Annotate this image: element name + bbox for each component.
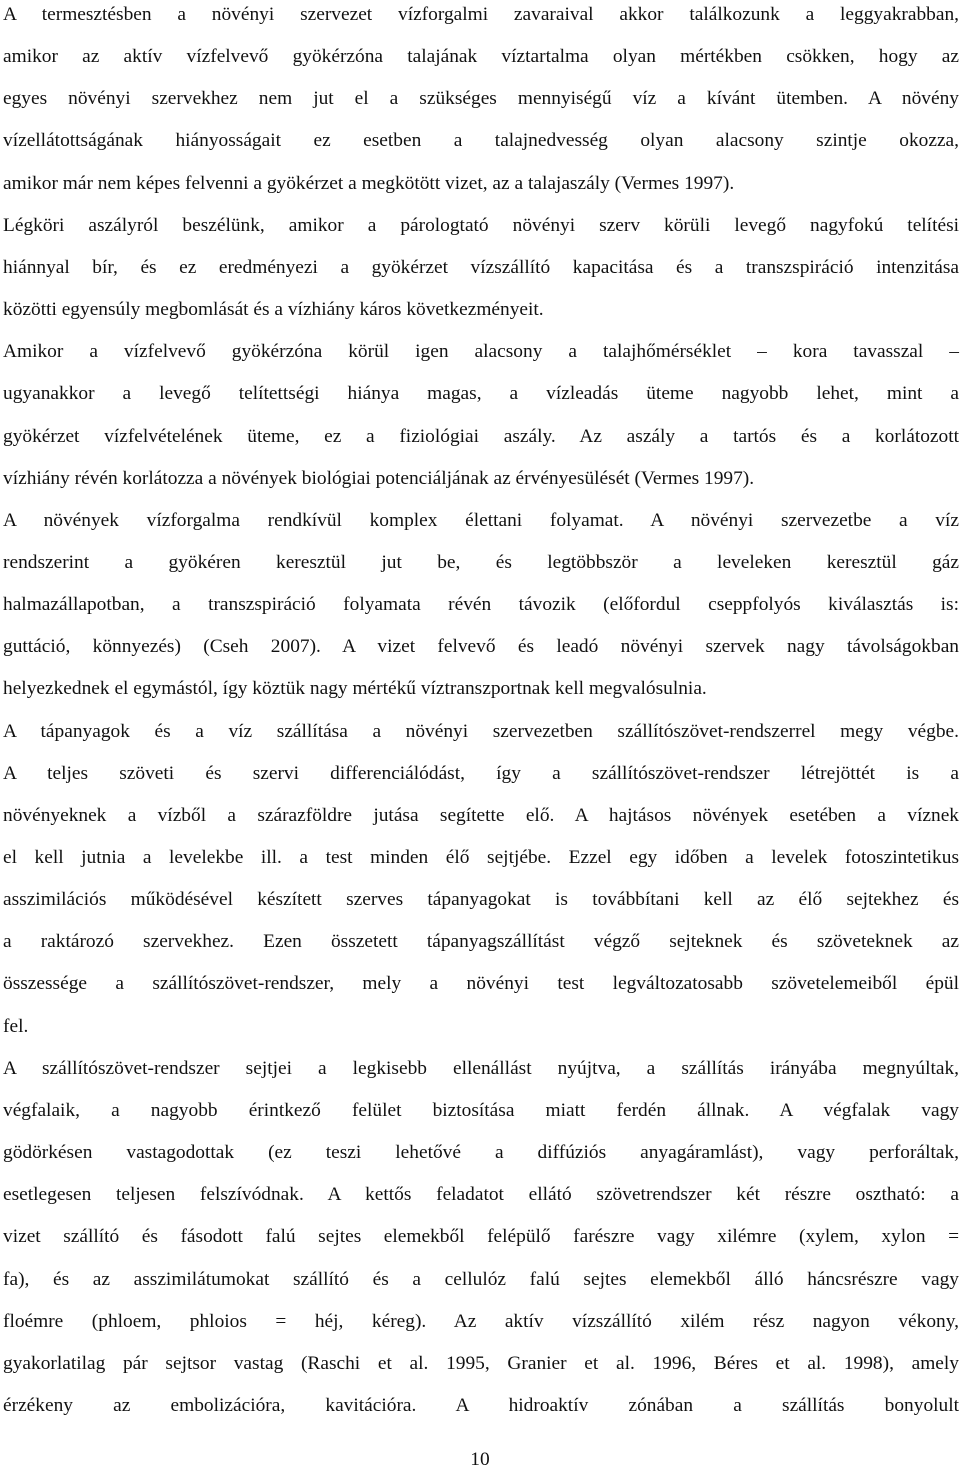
- text-line: helyezkednek el egymástól, így köztük nagy mértékű víztranszportnak kell megvalósulnia.: [3, 678, 707, 700]
- text-line: esetlegesen teljesen felszívódnak. A kettős feladatot ellátó szövetrendszer két részre osztható: a: [3, 1184, 959, 1206]
- text-line: fel.: [3, 1015, 29, 1037]
- text-line: asszimilációs működésével készített szerves tápanyagokat is továbbítani kell az élő sejtekhez és: [3, 889, 959, 911]
- text-line: floémre (phloem, phloios = héj, kéreg). Az aktív vízszállító xilém rész nagyon vékony,: [3, 1310, 959, 1332]
- text-line: vízellátottságának hiányosságait ez esetben a talajnedvesség olyan alacsony szintje okozza,: [3, 130, 959, 152]
- text-line: összessége a szállítószövet-rendszer, mely a növényi test legváltozatosabb szövetelemeiből épül: [3, 973, 959, 995]
- text-line: a raktározó szervekhez. Ezen összetett tápanyagszállítást végző sejteknek és szöveteknek az: [3, 931, 959, 953]
- text-line: vízhiány révén korlátozza a növények biológiai potenciáljának az érvényesülését (Vermes 1997).: [3, 467, 755, 489]
- text-line: növényeknek a vízből a szárazföldre jutása segítette elő. A hajtásos növények esetében a víznek: [3, 804, 959, 826]
- text-line: amikor már nem képes felvenni a gyökérzet a megkötött vizet, az a talajaszály (Vermes 1997).: [3, 172, 735, 194]
- text-line: el kell jutnia a levelekbe ill. a test minden élő sejtjébe. Ezzel egy időben a levelek fotoszintetikus: [3, 847, 959, 868]
- text-line: A teljes szöveti és szervi differenciálódást, így a szállítószövet-rendszer létrejöttét is a: [3, 762, 959, 784]
- text-line: fa), és az asszimilátumokat szállító és a cellulóz falú sejtes elemekből álló háncsrészre vagy: [3, 1268, 959, 1290]
- text-line: érzékeny az embolizációra, kavitációra. A hidroaktív zónában a szállítás bonyolult: [3, 1394, 959, 1416]
- text-line: amikor az aktív vízfelvevő gyökérzóna talajának víztartalma olyan mértékben csökken, hogy az: [3, 46, 959, 68]
- text-line: rendszerint a gyökéren keresztül jut be, és legtöbbször a leveleken keresztül gáz: [3, 551, 959, 573]
- text-line: gyökérzet vízfelvételének üteme, ez a fiziológiai aszály. Az aszály a tartós és a korlátozott: [3, 425, 959, 447]
- text-line: ugyanakkor a levegő telítettségi hiánya magas, a vízleadás üteme nagyobb lehet, mint a: [3, 383, 959, 405]
- page-number: 10: [470, 1449, 490, 1470]
- text-line: gyakorlatilag pár sejtsor vastag (Raschi et al. 1995, Granier et al. 1996, Béres et al. 1998), amely: [3, 1352, 959, 1374]
- text-line: közötti egyensúly megbomlását és a vízhiány káros következményeit.: [3, 299, 544, 321]
- text-line: gödörkésen vastagodottak (ez teszi lehetővé a diffúziós anyagáramlást), vagy perforáltak,: [3, 1142, 959, 1164]
- text-line: guttáció, könnyezés) (Cseh 2007). A vizet felvevő és leadó növényi szervek nagy távolságokban: [3, 636, 959, 658]
- text-line: egyes növényi szervekhez nem jut el a szükséges mennyiségű víz a kívánt ütemben. A növény: [3, 88, 959, 110]
- text-line: Légköri aszályról beszélünk, amikor a párologtató növényi szerv körüli levegő nagyfokú telítési: [3, 214, 959, 236]
- text-line: hiánnyal bír, és ez eredményezi a gyökérzet vízszállító kapacitása és a transzspiráció intenzitása: [3, 256, 959, 278]
- text-line: vizet szállító és fásodott falú sejtes elemekből felépülő farészre vagy xilémre (xylem, xylon =: [3, 1226, 959, 1248]
- text-line: A termesztésben a növényi szervezet vízforgalmi zavaraival akkor találkozunk a leggyakrabban,: [3, 4, 959, 25]
- text-line: Amikor a vízfelvevő gyökérzóna körül igen alacsony a talajhőmérséklet – kora tavasszal –: [3, 341, 959, 363]
- text-line: halmazállapotban, a transzspiráció folyamata révén távozik (előfordul cseppfolyós kiválasztás is:: [3, 594, 959, 616]
- text-line: A tápanyagok és a víz szállítása a növényi szervezetben szállítószövet-rendszerrel megy végbe.: [3, 720, 959, 742]
- text-line: végfalaik, a nagyobb érintkező felület biztosítása miatt ferdén állnak. A végfalak vagy: [3, 1099, 959, 1121]
- text-line: A szállítószövet-rendszer sejtjei a legkisebb ellenállást nyújtva, a szállítás irányába megnyúltak,: [3, 1057, 959, 1079]
- text-line: A növények vízforgalma rendkívül komplex élettani folyamat. A növényi szervezetbe a víz: [3, 509, 959, 531]
